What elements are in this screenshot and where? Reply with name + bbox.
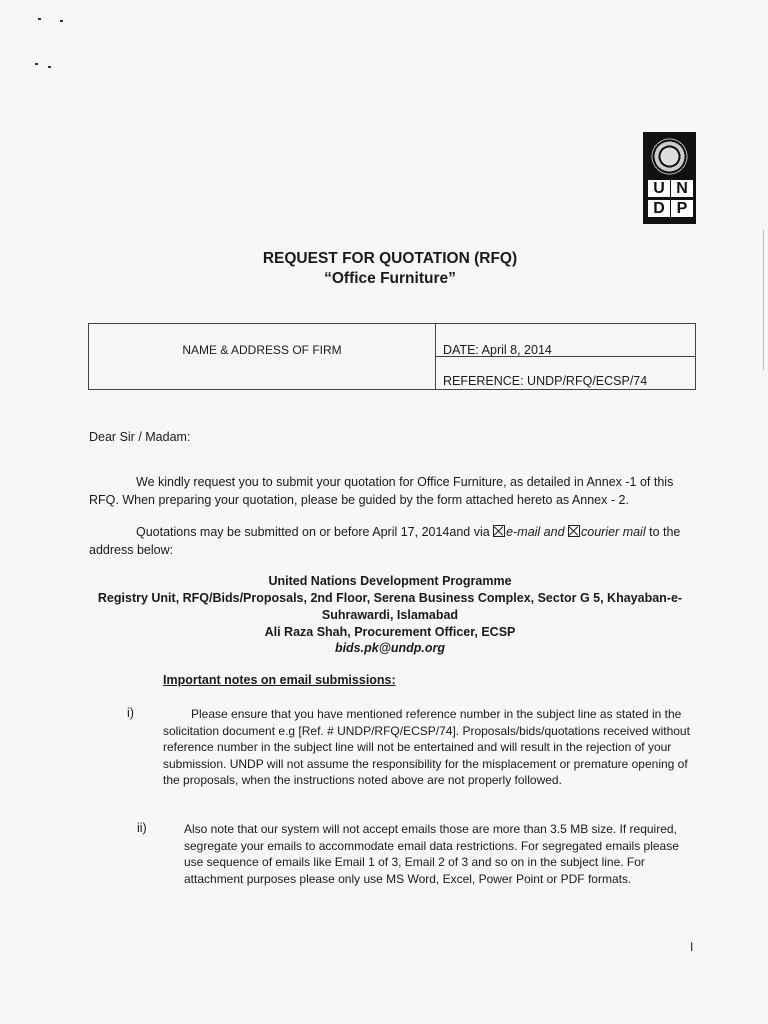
checked-box-icon <box>568 525 580 537</box>
logo-letter: P <box>671 200 693 217</box>
address-email: bids.pk@undp.org <box>334 641 446 655</box>
address-contact: Ali Raza Shah, Procurement Officer, ECSP <box>264 625 516 639</box>
paragraph-submission-text: Quotations may be submitted on or before April 17, 2014and via <box>136 525 494 539</box>
option-email: e-mail and <box>506 525 569 539</box>
note-text: Also note that our system will not accept emails those are more than 3.5 MB size. If required, segregate your emails to accommodate email data restrictions. For segregated emails please use sequence of emails like Email 1 of 3, Email 2 of 3 and so on in the subject line. For attachment purposes please only use MS Word, Excel, Power Point or PDF formats. <box>184 822 679 886</box>
scan-speck <box>48 66 51 68</box>
un-emblem-icon <box>651 138 688 175</box>
checked-box-icon <box>493 525 505 537</box>
document-title: REQUEST FOR QUOTATION (RFQ) <box>262 250 518 267</box>
logo-letter: N <box>671 180 693 197</box>
page-number: I <box>690 940 694 954</box>
reference-field: REFERENCE: UNDP/RFQ/ECSP/74 <box>443 374 648 388</box>
note-label: ii) <box>137 821 147 835</box>
undp-logo <box>643 132 696 224</box>
paragraph-request <box>89 473 694 509</box>
firm-label: NAME & ADDRESS OF FIRM <box>182 343 342 357</box>
date-field: DATE: April 8, 2014 <box>443 343 552 357</box>
address-line: Registry Unit, RFQ/Bids/Proposals, 2nd Floor, Serena Business Complex, Sector G 5, Khayaban-e- <box>97 591 683 605</box>
note-text: Please ensure that you have mentioned reference number in the subject line as stated in the solicitation document e.g [Ref. # UNDP/RFQ/ECSP/74]. Proposals/bids/quotations received without reference number in the subject line will not be entertained and will result in the rejection of your submission. UNDP will not assume the responsibility for the misplacement or premature opening of the proposals, when the instructions noted above are not properly followed. <box>163 707 690 787</box>
document-subtitle: “Office Furniture” <box>324 270 456 287</box>
scan-speck <box>60 20 63 22</box>
scan-speck <box>35 63 38 65</box>
scan-speck <box>38 18 41 20</box>
note-label: i) <box>127 706 134 720</box>
option-courier: courier mail <box>581 525 646 539</box>
salutation: Dear Sir / Madam: <box>89 430 191 444</box>
paragraph-submission-tail: to the address below: <box>89 525 681 557</box>
address-line: United Nations Development Programme <box>268 574 512 588</box>
info-box <box>88 323 696 390</box>
paragraph-submission <box>89 523 694 559</box>
logo-letter: U <box>648 180 670 197</box>
paragraph-request-text: We kindly request you to submit your quotation for Office Furniture, as detailed in Annex -1 of this RFQ. When preparing your quotation, please be guided by the form attached hereto as Annex - 2. <box>89 475 674 507</box>
notes-heading: Important notes on email submissions: <box>163 673 396 687</box>
address-line: Suhrawardi, Islamabad <box>321 608 459 622</box>
logo-letter: D <box>648 200 670 217</box>
